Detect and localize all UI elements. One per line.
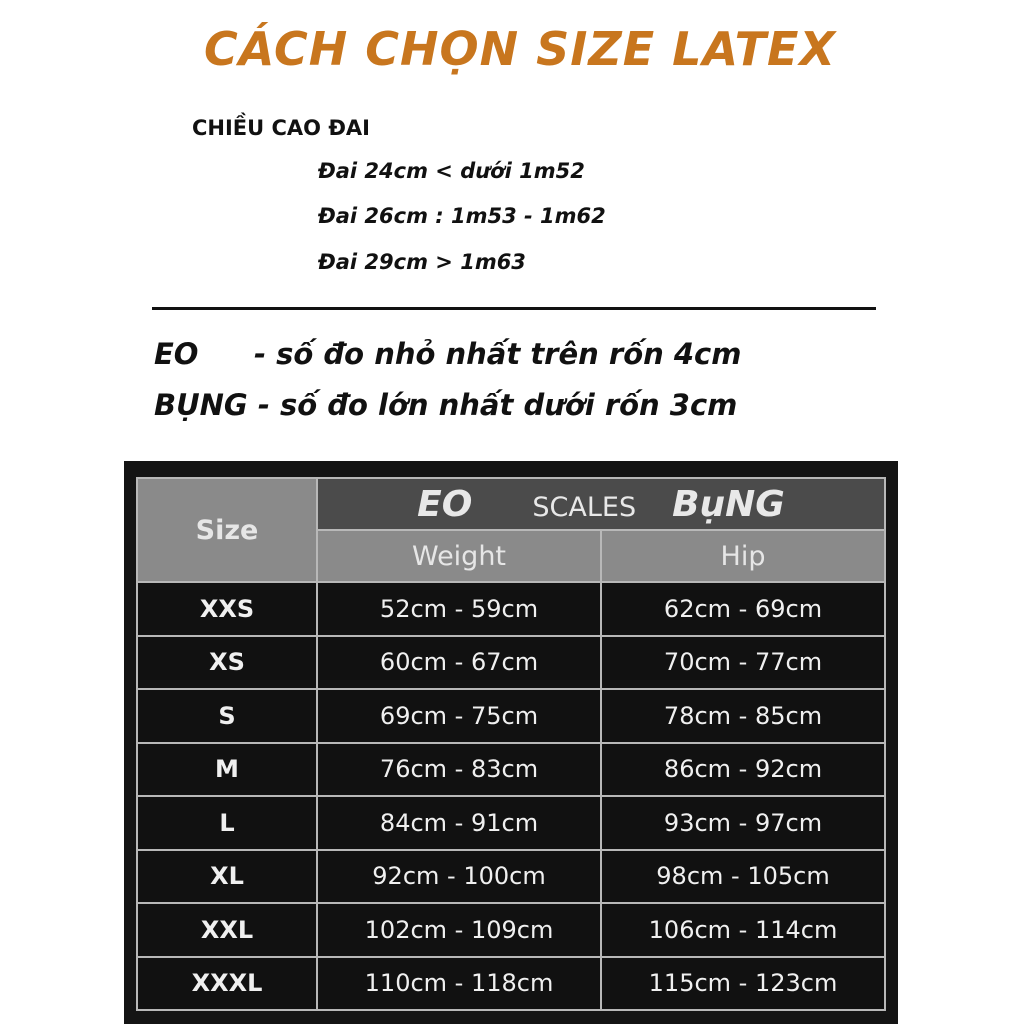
belt-height-heading: CHIỀU CAO ĐAI (192, 116, 370, 140)
weight-cell: 84cm - 91cm (317, 796, 601, 850)
size-chart-table (136, 477, 886, 1011)
table-row (137, 582, 885, 636)
size-column-header: Size (137, 478, 317, 582)
hip-column-header: Hip (601, 530, 885, 582)
table-row (137, 850, 885, 904)
hip-cell: 106cm - 114cm (601, 903, 885, 957)
size-cell: XL (137, 850, 317, 904)
definition-belly (154, 388, 737, 422)
definition-text: - số đo lớn nhất dưới rốn 3cm (257, 388, 738, 422)
hip-cell: 86cm - 92cm (601, 743, 885, 797)
section-divider (152, 307, 876, 310)
weight-cell: 69cm - 75cm (317, 689, 601, 743)
hip-cell: 115cm - 123cm (601, 957, 885, 1011)
hip-cell: 78cm - 85cm (601, 689, 885, 743)
weight-cell: 102cm - 109cm (317, 903, 601, 957)
size-cell: XXXL (137, 957, 317, 1011)
weight-cell: 52cm - 59cm (317, 582, 601, 636)
table-row (137, 636, 885, 690)
belt-size-line: Đai 29cm > 1m63 (318, 250, 526, 274)
table-row (137, 903, 885, 957)
scales-bung-label: BụNG (672, 483, 785, 525)
size-cell: XXS (137, 582, 317, 636)
size-cell: S (137, 689, 317, 743)
scales-header (317, 478, 885, 530)
definition-term: BỤNG (154, 388, 248, 422)
hip-cell: 62cm - 69cm (601, 582, 885, 636)
definition-waist (154, 337, 741, 371)
hip-cell: 98cm - 105cm (601, 850, 885, 904)
weight-column-header: Weight (317, 530, 601, 582)
size-cell: M (137, 743, 317, 797)
size-chart-panel (124, 461, 898, 1024)
scales-eo-label: EO (417, 483, 473, 525)
weight-cell: 76cm - 83cm (317, 743, 601, 797)
hip-cell: 70cm - 77cm (601, 636, 885, 690)
weight-cell: 110cm - 118cm (317, 957, 601, 1011)
table-row (137, 689, 885, 743)
table-row (137, 796, 885, 850)
belt-size-line: Đai 26cm : 1m53 - 1m62 (318, 204, 606, 228)
size-cell: XXL (137, 903, 317, 957)
table-row (137, 957, 885, 1011)
page-title: CÁCH CHỌN SIZE LATEX (204, 22, 836, 76)
table-row (137, 743, 885, 797)
hip-cell: 93cm - 97cm (601, 796, 885, 850)
scales-label: SCALES (532, 491, 637, 523)
weight-cell: 60cm - 67cm (317, 636, 601, 690)
definition-text: - số đo nhỏ nhất trên rốn 4cm (254, 337, 742, 371)
size-cell: L (137, 796, 317, 850)
weight-cell: 92cm - 100cm (317, 850, 601, 904)
belt-size-line: Đai 24cm < dưới 1m52 (318, 159, 585, 183)
definition-term: EO (154, 337, 199, 371)
size-cell: XS (137, 636, 317, 690)
